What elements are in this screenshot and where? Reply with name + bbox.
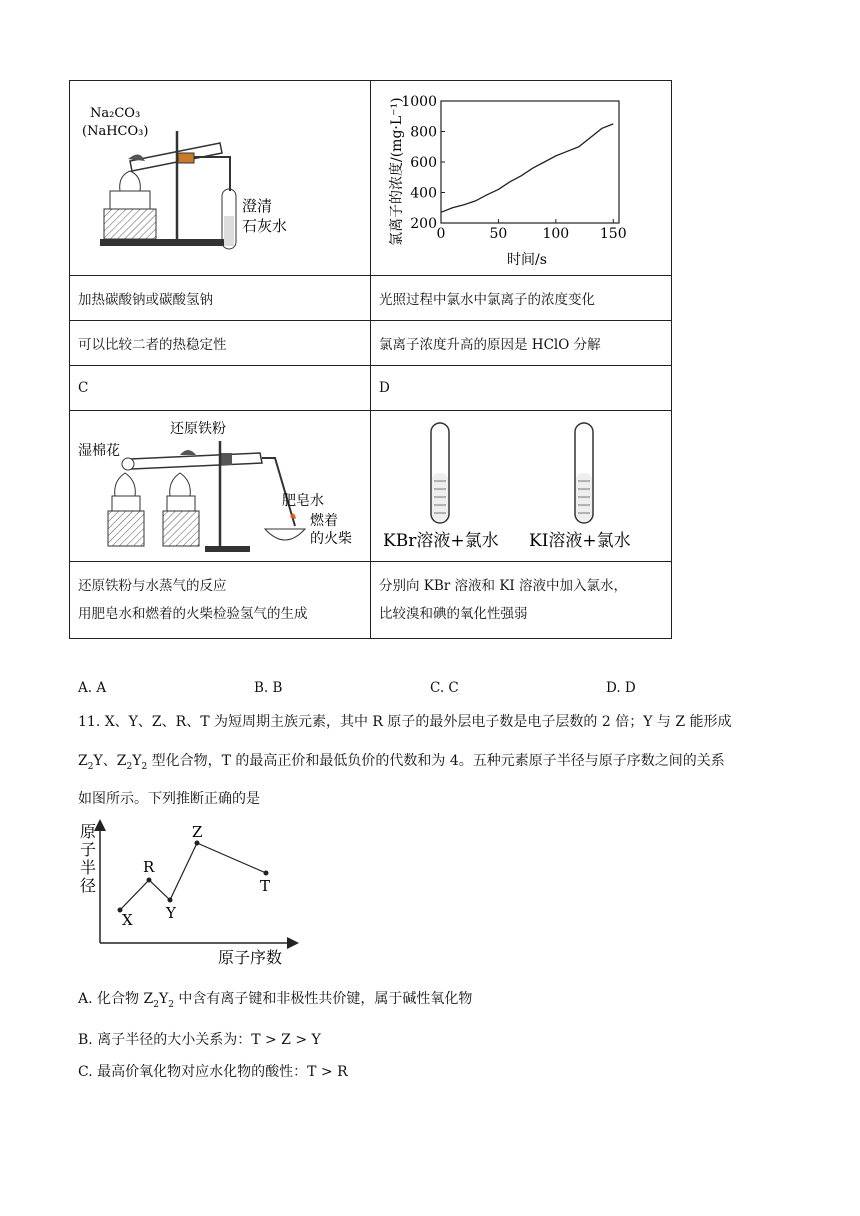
label-limewater-1: 澄清 [242, 197, 273, 215]
label-d: D [371, 366, 672, 411]
y-tick-label: 800 [410, 124, 437, 141]
point-y: Y [166, 904, 176, 922]
q11-option-c[interactable]: C. 最高价氧化物对应水化物的酸性：T > R [78, 1064, 348, 1080]
cell-c-desc-line2: 用肥皂水和燃着的火柴检验氢气的生成 [78, 606, 308, 622]
q11-option-a-pre: A. 化合物 [78, 991, 144, 1007]
x-tick-label: 100 [542, 226, 570, 242]
chloride-concentration-chart [371, 81, 671, 271]
atomic-number-label: 原子序数 [218, 948, 283, 967]
y-tick-label: 200 [410, 216, 437, 232]
radius-label-1: 原 [80, 822, 97, 841]
point-t: T [260, 877, 271, 895]
label-wet-cotton: 湿棉花 [78, 443, 120, 459]
radius-label-4: 径 [80, 876, 97, 895]
q11-line1: 11. X、Y、Z、R、T 为短周期主族元素，其中 R 原子的最外层电子数是电子层数的 2 倍；Y 与 Z 能形成 [78, 714, 732, 730]
label-burning-match-1: 燃着 [310, 513, 338, 529]
point-r: R [143, 858, 155, 876]
x-tick-label: 150 [599, 226, 627, 242]
halide-test-tubes-figure [371, 411, 671, 557]
atomic-radius-figure [78, 815, 308, 970]
label-nahco3: (NaHCO₃) [82, 124, 149, 139]
radius-label-2: 子 [80, 840, 97, 859]
heating-apparatus-figure [70, 81, 370, 271]
y-tick-label: 400 [410, 185, 437, 202]
option-b[interactable]: B. B [254, 680, 283, 696]
cell-d-desc-line2: 比较溴和碘的氧化性强弱 [379, 606, 528, 622]
q11-option-a-post: 中含有离子键和非极性共价键，属于碱性氧化物 [173, 991, 473, 1007]
q11-line2-text: 型化合物，T 的最高正价和最低负价的代数和为 4。五种元素原子半径与原子序数之间的关系 [151, 753, 725, 769]
label-ki-tube: KI溶液+氯水 [529, 531, 631, 551]
chart-xlabel: 时间/s [507, 252, 547, 268]
formula-z2y: $Z_2Y$、$Z_2Y_2$ [78, 753, 148, 772]
chart-ylabel: 氯离子的浓度/(mg·L⁻¹) [389, 97, 405, 246]
cell-c-figure [70, 411, 371, 562]
y-tick-label: 600 [410, 155, 437, 171]
x-tick-label: 0 [436, 226, 446, 242]
point-z: Z [192, 823, 203, 841]
q11-option-b[interactable]: B. 离子半径的大小关系为：T > Z > Y [78, 1032, 321, 1048]
formula-z2y2: $Z_2Y_2$ [143, 991, 174, 1010]
label-kbr-tube: KBr溶液+氯水 [383, 531, 499, 551]
cell-d-desc [371, 562, 672, 639]
point-x: X [122, 911, 133, 929]
label-c: C [70, 366, 371, 411]
label-iron-powder: 还原铁粉 [170, 421, 226, 437]
x-tick-label: 50 [489, 226, 508, 242]
cell-a-desc: 加热碳酸钠或碳酸氢钠 [70, 276, 371, 321]
chloride-series-line [441, 124, 613, 212]
option-a[interactable]: A. A [78, 680, 107, 696]
cell-a-figure [70, 81, 371, 276]
iron-steam-apparatus-figure [70, 411, 370, 557]
label-na2co3: Na₂CO₃ [90, 106, 141, 121]
label-soap-water: 肥皂水 [282, 493, 324, 509]
option-d[interactable]: D. D [606, 680, 636, 696]
cell-c-desc [70, 562, 371, 639]
cell-d-desc-line1: 分别向 KBr 溶液和 KI 溶液中加入氯水， [379, 578, 628, 594]
y-tick-label: 1000 [401, 94, 437, 110]
cell-b-desc: 光照过程中氯水中氯离子的浓度变化 [371, 276, 672, 321]
radius-label-3: 半 [80, 858, 97, 877]
q11-option-a[interactable] [78, 988, 472, 1010]
chart-frame [441, 101, 619, 223]
option-c[interactable]: C. C [430, 680, 459, 696]
label-burning-match-2: 的火柴 [310, 531, 352, 547]
cell-b-conclusion: 氯离子浓度升高的原因是 HClO 分解 [371, 321, 672, 366]
q11-line2 [78, 750, 725, 772]
experiment-table [69, 80, 672, 639]
cell-d-figure [371, 411, 672, 562]
cell-b-figure [371, 81, 672, 276]
label-limewater-2: 石灰水 [242, 217, 288, 235]
cell-c-desc-line1: 还原铁粉与水蒸气的反应 [78, 578, 227, 594]
q11-line3: 如图所示。下列推断正确的是 [78, 791, 260, 807]
cell-a-conclusion: 可以比较二者的热稳定性 [70, 321, 371, 366]
